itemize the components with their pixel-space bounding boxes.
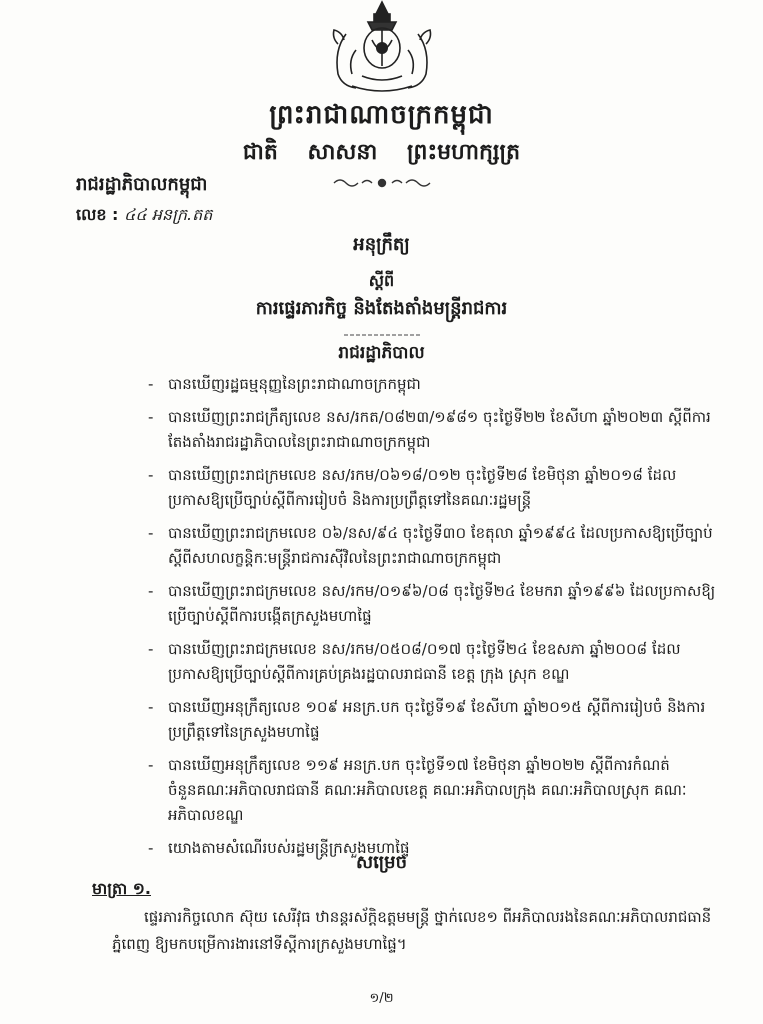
article-text: ផ្ទេរភារកិច្ចលោក ស៊ុយ សេរីវុធ ឋានន្តរស័ក្តិឧត្តមមន្ត្រី ថ្នាក់លេខ១ ពីអភិបាលរងនៃគណៈអភិបាលរាជធានីភ្នំពេញ ឱ្យមកបម្រើការងារនៅទីស្តីការក្រសួងមហាផ្ទៃ។ <box>112 908 712 953</box>
list-item: - បានឃើញព្រះរាជក្រមលេខ នស/រកម/០៥០៨/០១៧ ចុះថ្ងៃទី២៤ ខែឧសភា ឆ្នាំ២០០៨ ដែលប្រកាសឱ្យប្រើច្បាប់ស្តីពីការគ្រប់គ្រងរដ្ឋបាលរាជធានី ខេត្ត ក្រុង ស្រុក ខណ្ឌ <box>148 640 681 683</box>
considerations-list <box>148 372 730 869</box>
issuing-government: រាជរដ្ឋាភិបាលកម្ពុជា <box>76 174 208 195</box>
document-subject: ការផ្ទេរភារកិច្ច និងតែងតាំងមន្ត្រីរាជការ <box>255 298 508 319</box>
document-number-value: ៤៤ អនក្រ.តត <box>124 205 213 224</box>
subject-divider <box>344 332 420 338</box>
royal-arms-emblem <box>316 0 448 95</box>
list-item: - បានឃើញព្រះរាជក្រមលេខ ០៦/នស/៩៤ ចុះថ្ងៃទី៣០ ខែតុលា ឆ្នាំ១៩៩៤ ដែលប្រកាសឱ្យប្រើច្បាប់ស្តីពីសហលក្ខន្តិកៈមន្ត្រីរាជការស៊ីវិលនៃព្រះរាជាណាចក្រកម្ពុជា <box>148 524 713 567</box>
decision-heading: សម្រេច <box>355 852 408 873</box>
list-item: - យោងតាមសំណើរបស់រដ្ឋមន្ត្រីក្រសួងមហាផ្ទៃ <box>148 839 410 857</box>
list-item: - បានឃើញព្រះរាជក្រមលេខ នស/រកម/០៦១៨/០១២ ចុះថ្ងៃទី២៨ ខែមិថុនា ឆ្នាំ២០១៨ ដែលប្រកាសឱ្យប្រើច្បាប់ស្តីពីការរៀបចំ និងការប្រព្រឹត្តទៅនៃគណៈរដ្ឋមន្ត្រី <box>148 466 677 509</box>
article-label: មាត្រា ១. <box>92 879 151 898</box>
list-item: - បានឃើញព្រះរាជក្រមលេខ នស/រកម/០១៩៦/០៨ ចុះថ្ងៃទី២៤ ខែមករា ឆ្នាំ១៩៩៦ ដែលប្រកាសឱ្យប្រើច្បាប់ស្តីពីការបង្កើតក្រសួងមហាផ្ទៃ <box>148 582 716 625</box>
ornament-divider <box>332 176 432 190</box>
document-type: អនុក្រឹត្យ <box>353 234 410 255</box>
document-number <box>76 204 212 228</box>
national-motto: ជាតិ សាសនា ព្រះមហាក្សត្រ <box>242 140 521 165</box>
government-heading: រាជរដ្ឋាភិបាល <box>338 343 425 363</box>
kingdom-title: ព្រះរាជាណាចក្រកម្ពុជា <box>269 100 494 130</box>
list-item: - បានឃើញអនុក្រឹត្យលេខ ១០៩ អនក្រ.បក ចុះថ្ងៃទី១៩ ខែសីហា ឆ្នាំ២០១៥ ស្តីពីការរៀបចំ និងការប្រព្រឹត្តទៅនៃក្រសួងមហាផ្ទៃ <box>148 698 706 741</box>
document-number-label: លេខ : <box>76 205 119 224</box>
list-item: - បានឃើញព្រះរាជក្រឹត្យលេខ នស/រកត/០៨២៣/១៩៨១ ចុះថ្ងៃទី២២ ខែសីហា ឆ្នាំ២០២៣ ស្តីពីការតែងតាំងរាជរដ្ឋាភិបាលនៃព្រះរាជាណាចក្រកម្ពុជា <box>148 408 711 451</box>
list-item: - បានឃើញអនុក្រឹត្យលេខ ១១៩ អនក្រ.បក ចុះថ្ងៃទី១៧ ខែមិថុនា ឆ្នាំ២០២២ ស្តីពីការកំណត់ចំនួនគណៈអភិបាលរាជធានី គណៈអភិបាលខេត្ត គណៈអភិបាលក្រុង គណៈអភិបាលស្រុក គណៈអភិបាលខណ្ឌ <box>148 756 687 824</box>
list-item: - បានឃើញរដ្ឋធម្មនុញ្ញនៃព្រះរាជាណាចក្រកម្ពុជា <box>148 375 421 393</box>
page-number: ១/២ <box>369 991 394 1006</box>
document-about: ស្តីពី <box>368 271 395 290</box>
